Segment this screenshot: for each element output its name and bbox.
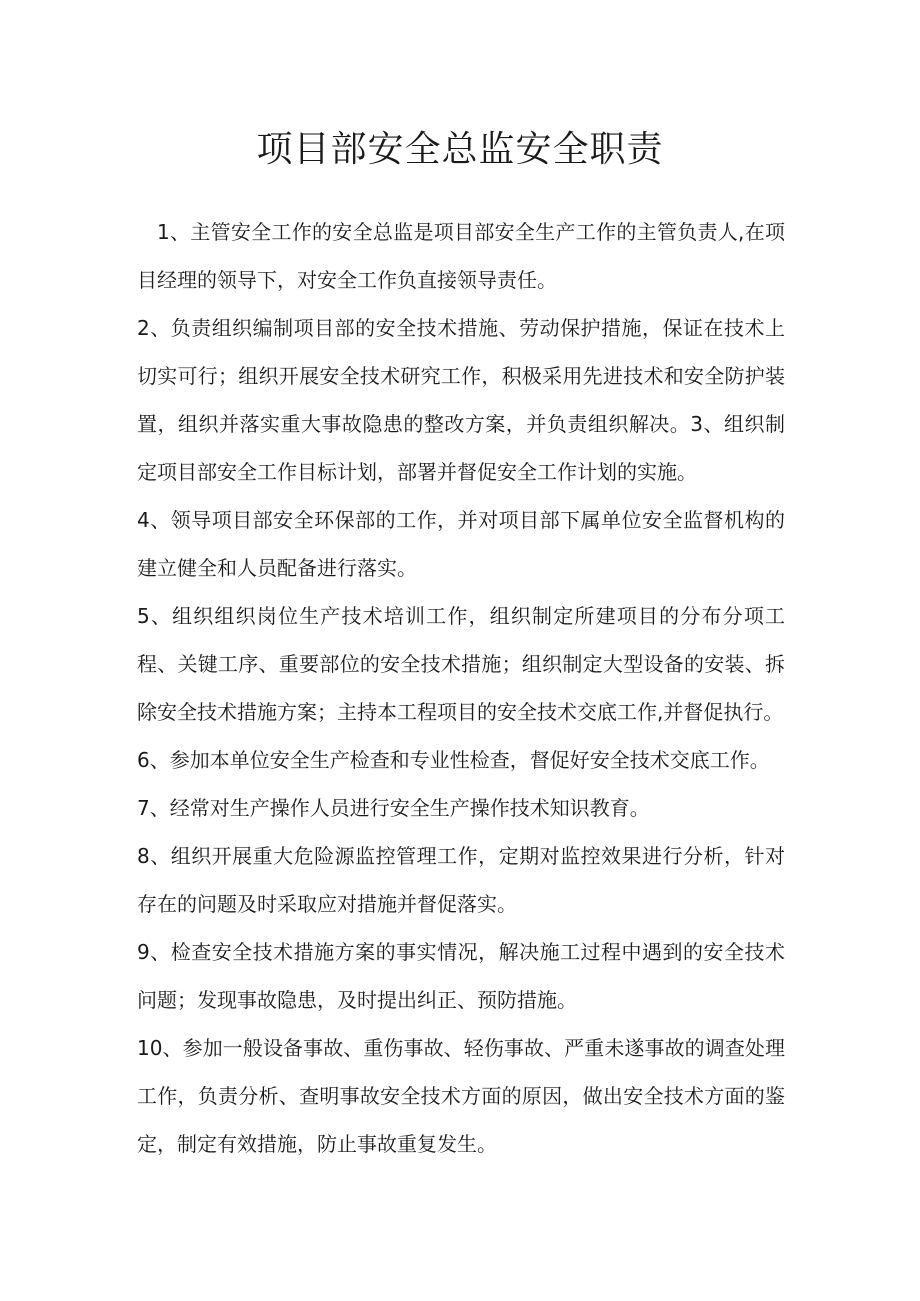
paragraph-4: 4、领导项目部安全环保部的工作，并对项目部下属单位安全监督机构的建立健全和人员配备进行落实。 (137, 508, 785, 580)
paragraph-9: 9、检查安全技术措施方案的事实情况，解决施工过程中遇到的安全技术问题；发现事故隐患，及时提出纠正、预防措施。 (137, 940, 785, 1012)
paragraph-2: 2、负责组织编制项目部的安全技术措施、劳动保护措施，保证在技术上切实可行；组织开展安全技术研究工作，积极采用先进技术和安全防护装置，组织并落实重大事故隐患的整改方案，并负责组织解决。3、组织制定项目部安全工作目标计划，部署并督促安全工作计划的实施。 (137, 316, 785, 484)
document-title: 项目部安全总监安全职责 (256, 129, 664, 170)
paragraph-6: 6、参加本单位安全生产检查和专业性检查，督促好安全技术交底工作。 (137, 748, 770, 772)
document-body (137, 208, 785, 1168)
paragraph-7: 7、经常对生产操作人员进行安全生产操作技术知识教育。 (137, 796, 650, 820)
paragraph-1: 1、主管安全工作的安全总监是项目部安全生产工作的主管负责人,在项目经理的领导下，对安全工作负直接领导责任。 (137, 220, 785, 292)
paragraph-8: 8、组织开展重大危险源监控管理工作，定期对监控效果进行分析，针对存在的问题及时采取应对措施并督促落实。 (137, 844, 785, 916)
paragraph-10: 10、参加一般设备事故、重伤事故、轻伤事故、严重未遂事故的调查处理工作，负责分析、查明事故安全技术方面的原因，做出安全技术方面的鉴定，制定有效措施，防止事故重复发生。 (137, 1036, 785, 1156)
paragraph-5: 5、组织组织岗位生产技术培训工作，组织制定所建项目的分布分项工程、关键工序、重要部位的安全技术措施；组织制定大型设备的安装、拆除安全技术措施方案；主持本工程项目的安全技术交底工作,并督促执行。 (137, 604, 785, 724)
